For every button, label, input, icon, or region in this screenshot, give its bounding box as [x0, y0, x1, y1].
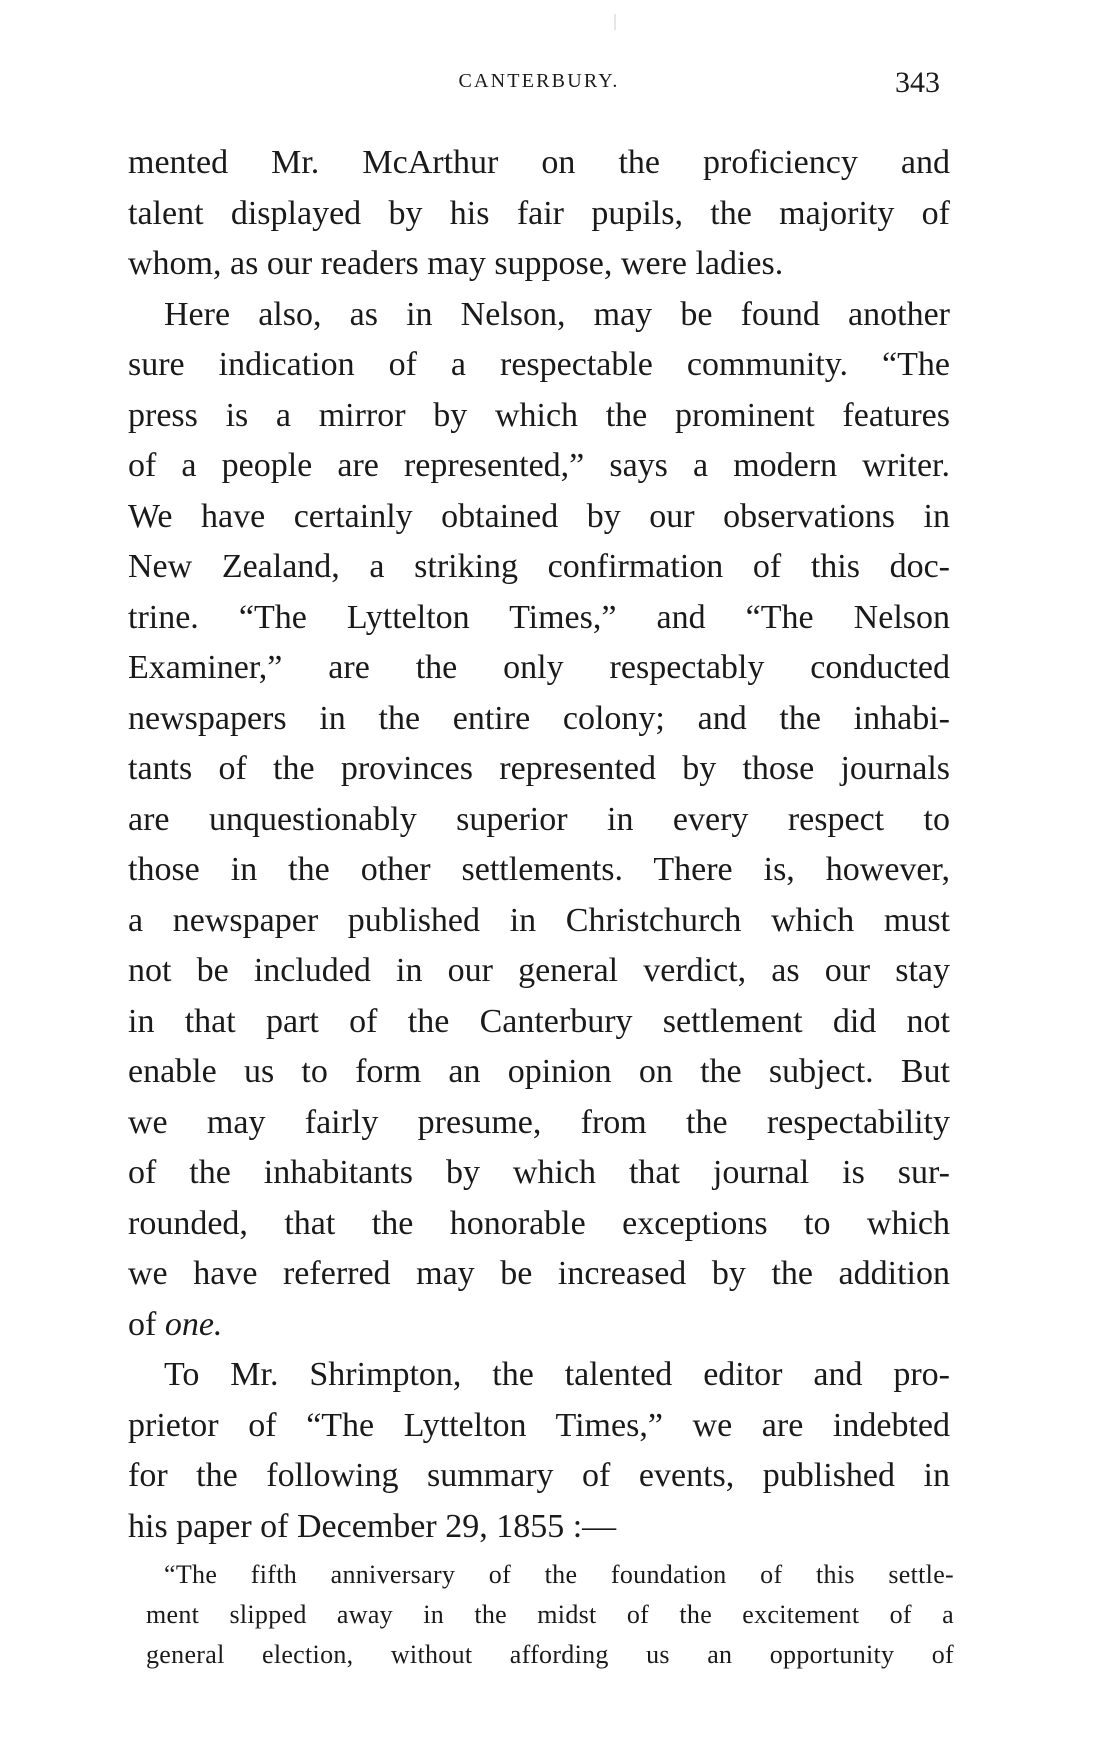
text-line: sure indication of a respectable community. “The	[128, 346, 950, 383]
text-line: whom, as our readers may suppose, were ladies.	[128, 245, 784, 282]
text-line: newspapers in the entire colony; and the inhabi-	[128, 699, 950, 737]
paragraph-end-line	[128, 1300, 950, 1351]
quote-line: ment slipped away in the midst of the excitement of a	[146, 1600, 954, 1629]
text-line: a newspaper published in Christchurch which must	[128, 901, 950, 939]
text-line: rounded, that the honorable exceptions to which	[128, 1204, 950, 1242]
page-number: 343	[895, 66, 940, 99]
paragraph-end-prefix: of	[128, 1305, 165, 1343]
text-line: his paper of December 29, 1855 :—	[128, 1507, 617, 1545]
text-line: tants of the provinces represented by those journals	[128, 750, 950, 787]
running-head	[128, 66, 950, 106]
scan-artifact	[614, 14, 616, 30]
quote-line: “The fifth anniversary of the foundation of this settle-	[164, 1560, 954, 1589]
text-line: talent displayed by his fair pupils, the majority of	[128, 194, 950, 232]
text-line: We have certainly obtained by our observations in	[128, 497, 950, 535]
italic-word: one.	[164, 1305, 223, 1343]
text-line: we may fairly presume, from the respectability	[128, 1103, 950, 1141]
text-line: Here also, as in Nelson, may be found another	[164, 295, 950, 333]
text-line: New Zealand, a striking confirmation of this doc-	[128, 548, 950, 585]
text-line: mented Mr. McArthur on the proficiency and	[128, 144, 950, 181]
quote-line: general election, without affording us an opportunity of	[146, 1640, 954, 1669]
block-quote	[146, 1555, 954, 1675]
text-line: prietor of “The Lyttelton Times,” we are indebted	[128, 1406, 950, 1444]
text-line: for the following summary of events, published in	[128, 1457, 950, 1494]
text-line: in that part of the Canterbury settlement did not	[128, 1002, 950, 1040]
text-line: of a people are represented,” says a modern writer.	[128, 447, 950, 484]
text-line: To Mr. Shrimpton, the talented editor and pro-	[164, 1356, 950, 1393]
text-line: we have referred may be increased by the addition	[128, 1255, 950, 1292]
text-line: not be included in our general verdict, as our stay	[128, 952, 950, 989]
body-text	[128, 138, 950, 1552]
text-line: are unquestionably superior in every respect to	[128, 800, 950, 838]
text-line: enable us to form an opinion on the subject. But	[128, 1053, 950, 1090]
text-line: trine. “The Lyttelton Times,” and “The Nelson	[128, 598, 950, 636]
running-title: CANTERBURY.	[458, 70, 620, 92]
text-line: of the inhabitants by which that journal is sur-	[128, 1154, 950, 1191]
text-line: those in the other settlements. There is, however,	[128, 851, 950, 888]
text-line: Examiner,” are the only respectably conducted	[128, 649, 950, 686]
text-line: press is a mirror by which the prominent features	[128, 396, 950, 434]
